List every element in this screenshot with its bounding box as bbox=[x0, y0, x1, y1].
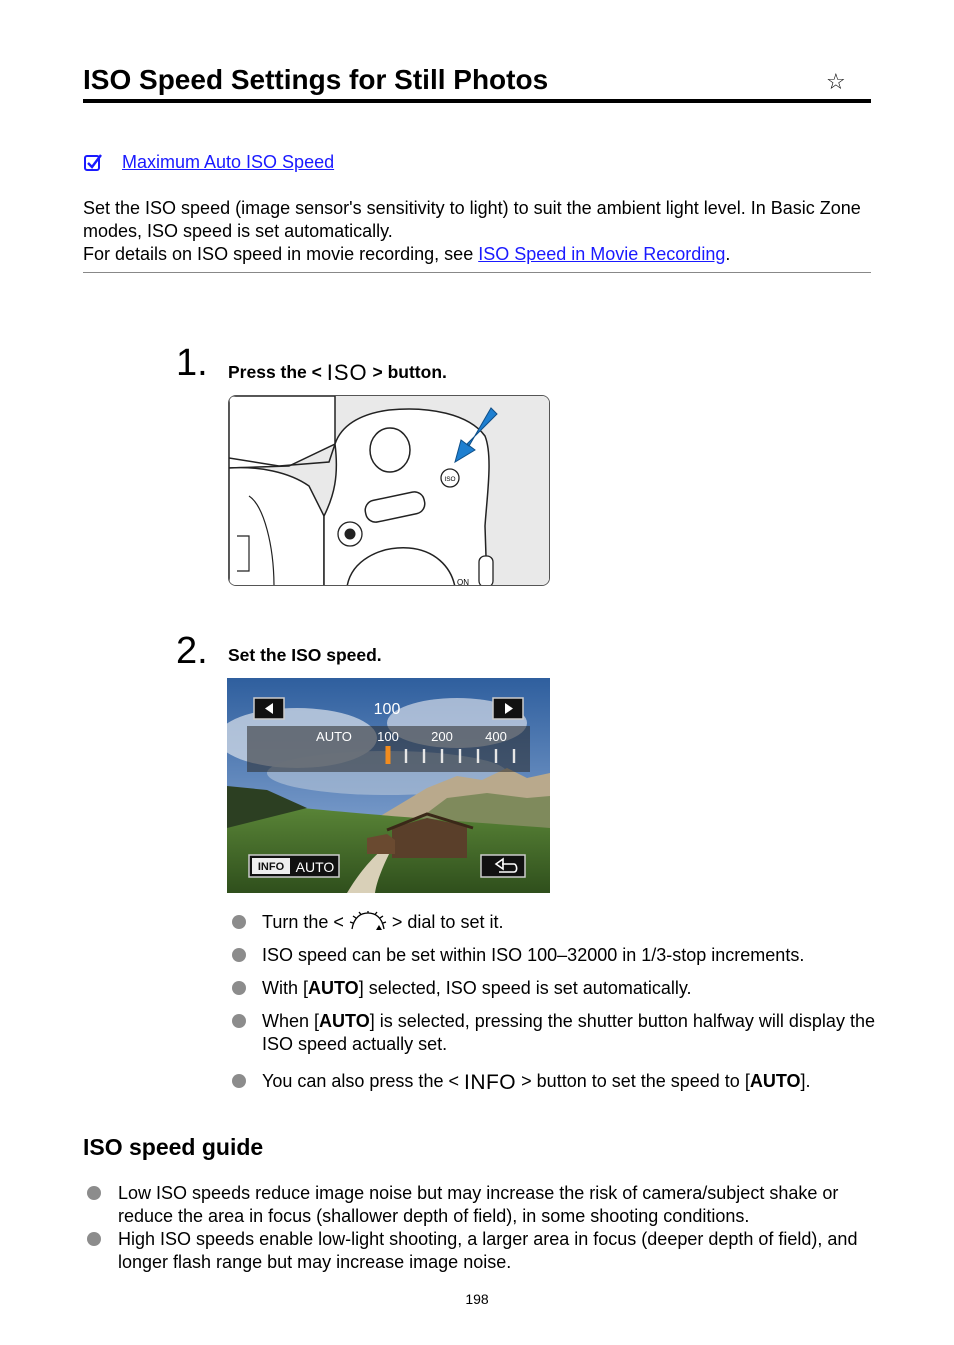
iso-screen-drawing bbox=[227, 678, 550, 893]
maximum-auto-iso-link[interactable]: Maximum Auto ISO Speed bbox=[122, 152, 335, 172]
intro-text bbox=[83, 197, 873, 266]
iso-tick bbox=[477, 749, 479, 763]
iso-movie-recording-link[interactable]: ISO Speed in Movie Recording bbox=[478, 244, 726, 264]
iso-screen-illustration bbox=[227, 678, 550, 893]
bullet-text: Low ISO speeds reduce image noise but may increase the risk of camera/subject shake or reduce the area in focus (shallower depth of field), in some shooting conditions. bbox=[118, 1183, 839, 1226]
iso-scale-label: 200 bbox=[431, 729, 453, 744]
list-item bbox=[228, 944, 878, 967]
section-heading: ISO speed guide bbox=[83, 1134, 264, 1160]
bullet-text: High ISO speeds enable low-light shooting, a larger area in focus (deeper depth of field), and longer flash range but may increase image noise. bbox=[118, 1229, 858, 1272]
auto-keyword: AUTO bbox=[749, 1071, 801, 1091]
intro-line-2-suffix: . bbox=[725, 244, 731, 264]
bullet-text: ] is selected, pressing the shutter button halfway will display the ISO speed actually set. bbox=[262, 1011, 875, 1054]
intro-line-1: Set the ISO speed (image sensor's sensitivity to light) to suit the ambient light level. In Basic Zone modes, ISO speed is set automatically. bbox=[83, 198, 861, 241]
auto-keyword: AUTO bbox=[319, 1011, 370, 1031]
step-2-number: 2. bbox=[176, 630, 208, 672]
iso-tick bbox=[495, 749, 497, 763]
current-iso-value: 100 bbox=[373, 701, 401, 718]
list-item bbox=[83, 1228, 883, 1274]
guide-list bbox=[83, 1182, 883, 1274]
info-button-glyph: INFO bbox=[463, 1071, 517, 1094]
page-title: ISO Speed Settings for Still Photos bbox=[83, 64, 549, 95]
list-item bbox=[228, 1010, 878, 1056]
iso-scale-label: 400 bbox=[485, 729, 507, 744]
step-1-text bbox=[228, 360, 447, 385]
auto-keyword: AUTO bbox=[308, 978, 359, 998]
star-icon[interactable]: ☆ bbox=[826, 70, 846, 95]
bullet-icon bbox=[232, 981, 246, 995]
iso-tick bbox=[423, 749, 425, 763]
title-underline bbox=[83, 99, 871, 103]
bullet-text: When [ bbox=[262, 1011, 320, 1031]
step-1-number: 1. bbox=[176, 342, 208, 384]
info-auto-value: AUTO bbox=[295, 859, 335, 875]
bullet-icon bbox=[232, 1074, 246, 1088]
iso-scale-label: AUTO bbox=[316, 729, 352, 744]
bullet-icon bbox=[232, 1014, 246, 1028]
bullet-icon bbox=[232, 948, 246, 962]
info-button-label: INFO bbox=[257, 861, 285, 873]
step-1-prefix: Press the < bbox=[228, 362, 327, 382]
bullet-text: You can also press the < bbox=[262, 1071, 464, 1091]
bullet-text: With [ bbox=[262, 978, 309, 998]
intro-line-2 bbox=[83, 243, 873, 266]
bullet-text: ] selected, ISO speed is set automatically. bbox=[358, 978, 692, 998]
step-1-suffix: > button. bbox=[367, 362, 447, 382]
intro-line-2-prefix: For details on ISO speed in movie recording, see bbox=[83, 244, 479, 264]
main-dial-icon bbox=[349, 911, 387, 931]
section-divider bbox=[83, 272, 871, 273]
bullet-text: > dial to set it. bbox=[386, 912, 504, 932]
bullet-text: Turn the < bbox=[262, 912, 349, 932]
iso-tick bbox=[459, 749, 461, 763]
checkbox-link-icon bbox=[84, 153, 103, 172]
list-item bbox=[83, 1182, 883, 1228]
iso-button-label: ISO bbox=[444, 476, 456, 483]
iso-scale-label: 100 bbox=[377, 729, 399, 744]
selected-iso-tick bbox=[386, 746, 391, 764]
bullet-text: ISO speed can be set within ISO 100–32000 in 1/3-stop increments. bbox=[262, 945, 805, 965]
bullet-icon bbox=[87, 1186, 101, 1200]
list-item bbox=[228, 977, 878, 1000]
iso-tick bbox=[513, 749, 515, 763]
step-2-text: Set the ISO speed. bbox=[228, 645, 382, 665]
bullet-icon bbox=[87, 1232, 101, 1246]
bullet-icon bbox=[232, 915, 246, 929]
iso-tick bbox=[441, 749, 443, 763]
list-item bbox=[228, 1070, 878, 1094]
iso-tick bbox=[405, 749, 407, 763]
camera-top-drawing bbox=[229, 396, 550, 586]
iso-button-glyph: ISO bbox=[326, 360, 368, 385]
bullet-text: ]. bbox=[800, 1071, 811, 1091]
camera-iso-button-illustration bbox=[228, 395, 550, 586]
on-label: ON bbox=[457, 578, 469, 586]
step-2-bullets bbox=[228, 911, 878, 1094]
list-item bbox=[228, 911, 878, 934]
bullet-text: > button to set the speed to [ bbox=[516, 1071, 750, 1091]
page-number: 198 bbox=[465, 1291, 489, 1307]
